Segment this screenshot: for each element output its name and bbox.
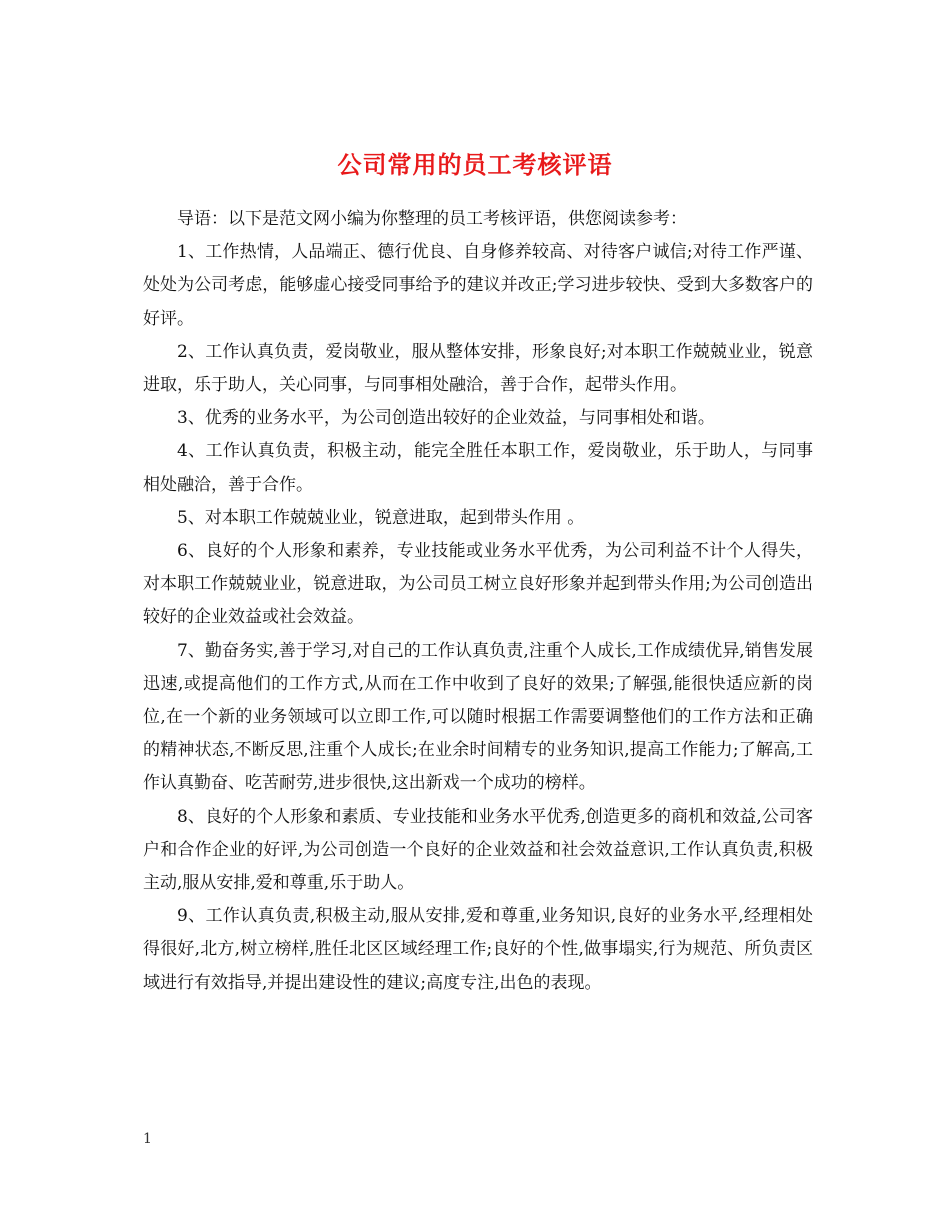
document-body	[143, 203, 813, 1000]
paragraph-item-1: 1、工作热情，人品端正、德行优良、自身修养较高、对待客户诚信;对待工作严谨、处处为公司考虑，能够虚心接受同事给予的建议并改正;学习进步较快、受到大多数客户的好评。	[143, 242, 813, 329]
paragraph-intro: 导语：以下是范文网小编为你整理的员工考核评语，供您阅读参考：	[177, 209, 687, 229]
paragraph-item-9: 9、工作认真负责,积极主动,服从安排,爱和尊重,业务知识,良好的业务水平,经理相处得很好,北方,树立榜样,胜任北区区域经理工作;良好的个性,做事塌实,行为规范、所负责区域进行有效指导,并提出建设性的建议;高度专注,出色的表现。	[143, 906, 813, 993]
paragraph-item-5: 5、对本职工作兢兢业业，锐意进取，起到带头作用 。	[177, 507, 585, 528]
page-number: 1	[143, 1131, 152, 1147]
paragraph-item-3: 3、优秀的业务水平，为公司创造出较好的企业效益，与同事相处和谐。	[177, 408, 715, 429]
paragraph-item-8: 8、良好的个人形象和素质、专业技能和业务水平优秀,创造更多的商机和效益,公司客户和合作企业的好评,为公司创造一个良好的企业效益和社会效益意识,工作认真负责,积极主动,服从安排,爱和尊重,乐于助人。	[143, 806, 813, 894]
paragraph-item-2: 2、工作认真负责，爱岗敬业，服从整体安排，形象良好;对本职工作兢兢业业，锐意进取，乐于助人，关心同事，与同事相处融洽，善于合作，起带头作用。	[143, 341, 813, 396]
paragraph-item-7: 7、勤奋务实,善于学习,对自己的工作认真负责,注重个人成长,工作成绩优异,销售发展迅速,或提高他们的工作方式,从而在工作中收到了良好的效果;了解强,能很快适应新的岗位,在一个新的业务领域可以立即工作,可以随时根据工作需要调整他们的工作方法和正确的精神状态,不断反思,注重个人成长;在业余时间精专的业务知识,提高工作能力;了解高,工作认真勤奋、吃苦耐劳,进步很快,这出新戏一个成功的榜样。	[143, 640, 813, 794]
paragraph-item-4: 4、工作认真负责，积极主动，能完全胜任本职工作，爱岗敬业，乐于助人，与同事相处融洽，善于合作。	[143, 441, 813, 495]
paragraph-item-6: 6、良好的个人形象和素养，专业技能或业务水平优秀，为公司利益不计个人得失，对本职工作兢兢业业，锐意进取，为公司员工树立良好形象并起到带头作用;为公司创造出较好的企业效益或社会效益。	[143, 541, 813, 628]
page-title: 公司常用的员工考核评语	[337, 150, 613, 180]
